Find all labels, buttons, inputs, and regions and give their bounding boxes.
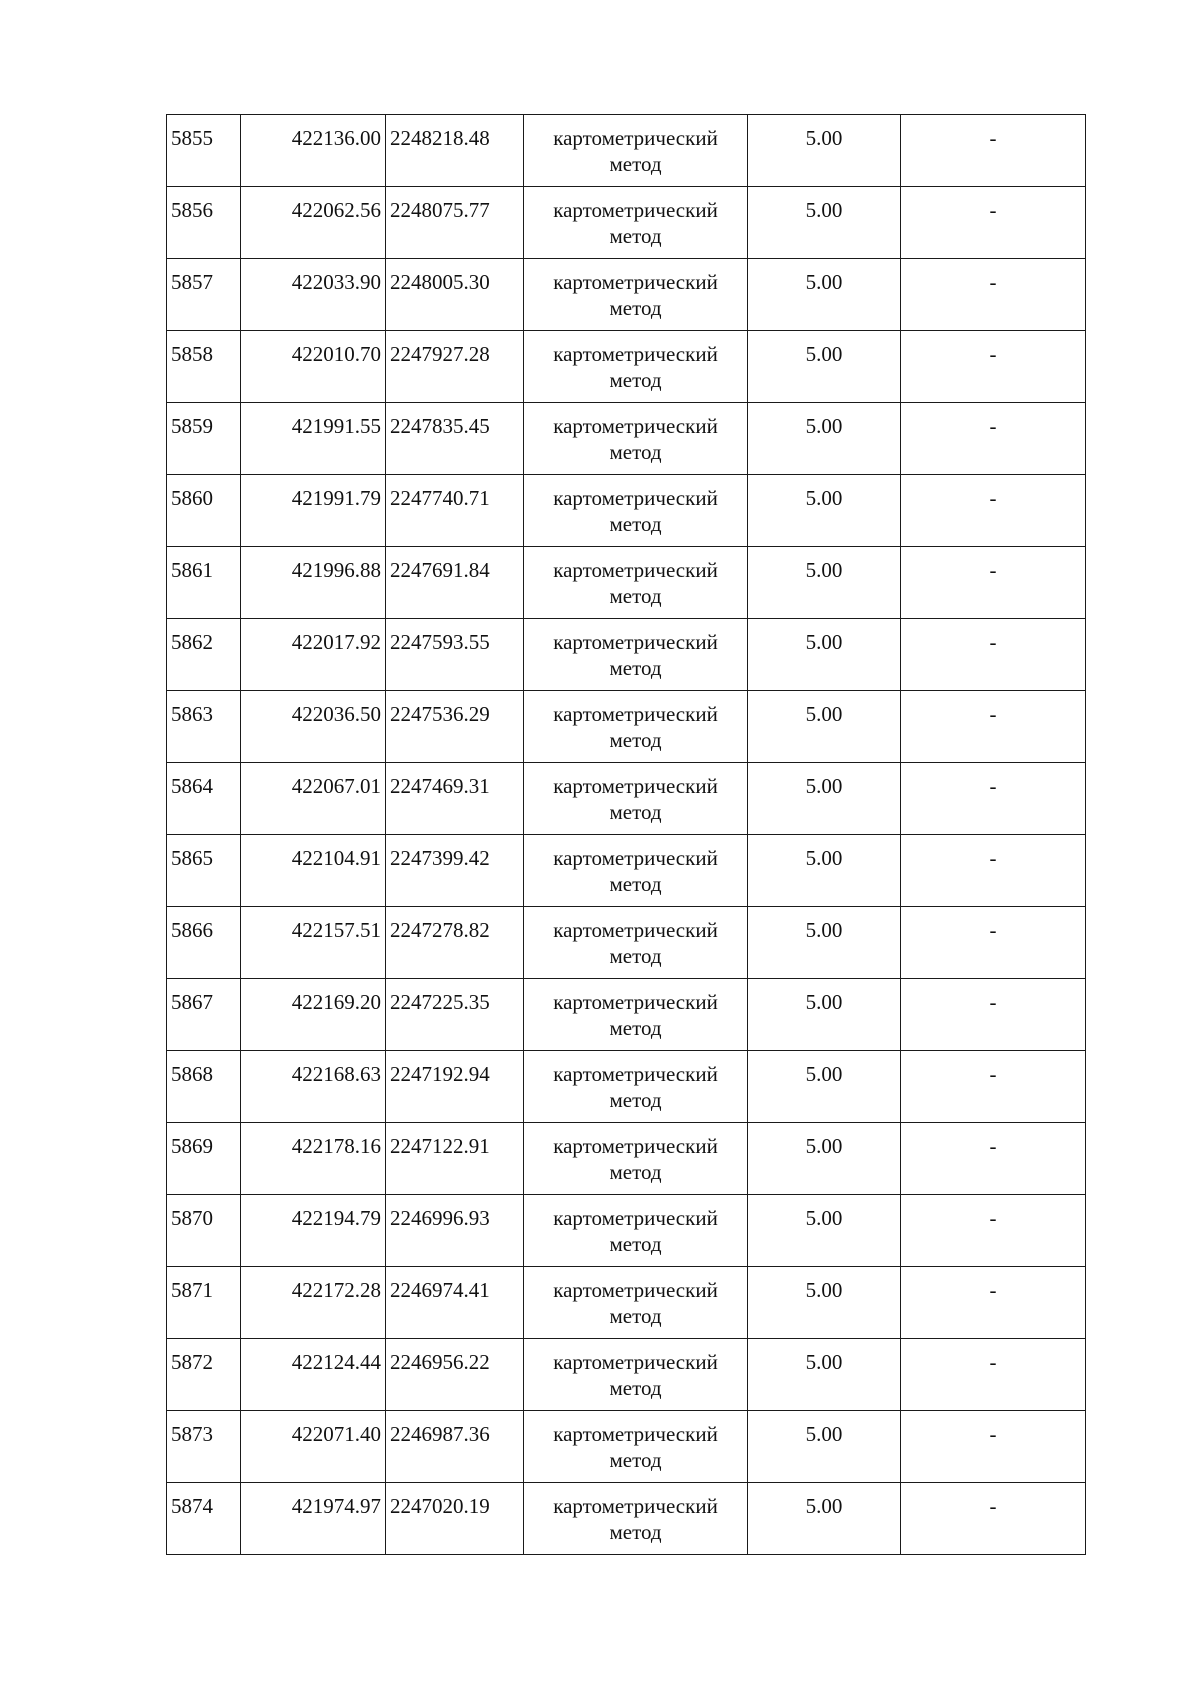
point-number-cell: 5871	[167, 1267, 241, 1339]
table-row	[167, 691, 1086, 763]
method-text-line2: метод	[609, 800, 662, 824]
x-coordinate-cell: 422104.91	[241, 835, 386, 907]
method-text-line1: картометрический	[553, 1422, 718, 1446]
table-row	[167, 1339, 1086, 1411]
accuracy-cell: 5.00	[748, 475, 901, 547]
accuracy-cell: 5.00	[748, 1123, 901, 1195]
accuracy-cell: 5.00	[748, 835, 901, 907]
method-cell	[524, 1411, 748, 1483]
x-coordinate-cell: 422172.28	[241, 1267, 386, 1339]
method-cell	[524, 1267, 748, 1339]
method-text-line2: метод	[609, 1304, 662, 1328]
x-coordinate-cell: 422071.40	[241, 1411, 386, 1483]
point-number-cell: 5869	[167, 1123, 241, 1195]
y-coordinate-cell: 2248075.77	[386, 187, 524, 259]
method-text-line2: метод	[609, 584, 662, 608]
accuracy-cell: 5.00	[748, 403, 901, 475]
description-cell: -	[901, 763, 1086, 835]
description-cell: -	[901, 547, 1086, 619]
method-cell	[524, 979, 748, 1051]
method-cell	[524, 259, 748, 331]
accuracy-cell: 5.00	[748, 907, 901, 979]
method-text-line1: картометрический	[553, 990, 718, 1014]
method-text-line1: картометрический	[553, 1062, 718, 1086]
method-text-line2: метод	[609, 296, 662, 320]
point-number-cell: 5872	[167, 1339, 241, 1411]
method-cell	[524, 331, 748, 403]
method-text-line1: картометрический	[553, 918, 718, 942]
table-row	[167, 907, 1086, 979]
method-text-line1: картометрический	[553, 342, 718, 366]
method-text-line1: картометрический	[553, 1350, 718, 1374]
y-coordinate-cell: 2248218.48	[386, 115, 524, 187]
coordinates-table	[166, 114, 1086, 1555]
description-cell: -	[901, 259, 1086, 331]
point-number-cell: 5857	[167, 259, 241, 331]
table-body	[167, 115, 1086, 1555]
method-cell	[524, 187, 748, 259]
accuracy-cell: 5.00	[748, 1195, 901, 1267]
method-text-line2: метод	[609, 152, 662, 176]
x-coordinate-cell: 422124.44	[241, 1339, 386, 1411]
method-cell	[524, 1051, 748, 1123]
description-cell: -	[901, 403, 1086, 475]
method-cell	[524, 1339, 748, 1411]
accuracy-cell: 5.00	[748, 1411, 901, 1483]
description-cell: -	[901, 1195, 1086, 1267]
point-number-cell: 5863	[167, 691, 241, 763]
y-coordinate-cell: 2247593.55	[386, 619, 524, 691]
y-coordinate-cell: 2247927.28	[386, 331, 524, 403]
point-number-cell: 5867	[167, 979, 241, 1051]
description-cell: -	[901, 115, 1086, 187]
method-text-line1: картометрический	[553, 1134, 718, 1158]
point-number-cell: 5874	[167, 1483, 241, 1555]
method-text-line1: картометрический	[553, 846, 718, 870]
point-number-cell: 5873	[167, 1411, 241, 1483]
method-cell	[524, 475, 748, 547]
description-cell: -	[901, 1123, 1086, 1195]
description-cell: -	[901, 1267, 1086, 1339]
method-text-line2: метод	[609, 728, 662, 752]
method-text-line2: метод	[609, 872, 662, 896]
method-cell	[524, 1483, 748, 1555]
accuracy-cell: 5.00	[748, 1051, 901, 1123]
accuracy-cell: 5.00	[748, 691, 901, 763]
accuracy-cell: 5.00	[748, 763, 901, 835]
table-row	[167, 115, 1086, 187]
description-cell: -	[901, 1483, 1086, 1555]
x-coordinate-cell: 422169.20	[241, 979, 386, 1051]
method-text-line2: метод	[609, 1232, 662, 1256]
method-cell	[524, 115, 748, 187]
method-text-line2: метод	[609, 224, 662, 248]
x-coordinate-cell: 422067.01	[241, 763, 386, 835]
x-coordinate-cell: 422157.51	[241, 907, 386, 979]
method-text-line2: метод	[609, 944, 662, 968]
method-text-line1: картометрический	[553, 486, 718, 510]
table-row	[167, 187, 1086, 259]
method-text-line1: картометрический	[553, 774, 718, 798]
table-row	[167, 403, 1086, 475]
description-cell: -	[901, 619, 1086, 691]
x-coordinate-cell: 422010.70	[241, 331, 386, 403]
accuracy-cell: 5.00	[748, 547, 901, 619]
method-text-line2: метод	[609, 1376, 662, 1400]
table-row	[167, 547, 1086, 619]
point-number-cell: 5864	[167, 763, 241, 835]
table-row	[167, 1411, 1086, 1483]
x-coordinate-cell: 422033.90	[241, 259, 386, 331]
accuracy-cell: 5.00	[748, 619, 901, 691]
x-coordinate-cell: 421991.55	[241, 403, 386, 475]
method-cell	[524, 1195, 748, 1267]
description-cell: -	[901, 907, 1086, 979]
y-coordinate-cell: 2247835.45	[386, 403, 524, 475]
y-coordinate-cell: 2247536.29	[386, 691, 524, 763]
accuracy-cell: 5.00	[748, 331, 901, 403]
point-number-cell: 5855	[167, 115, 241, 187]
table-row	[167, 1123, 1086, 1195]
point-number-cell: 5870	[167, 1195, 241, 1267]
x-coordinate-cell: 422062.56	[241, 187, 386, 259]
method-text-line1: картометрический	[553, 1278, 718, 1302]
y-coordinate-cell: 2247691.84	[386, 547, 524, 619]
point-number-cell: 5861	[167, 547, 241, 619]
accuracy-cell: 5.00	[748, 259, 901, 331]
table-row	[167, 979, 1086, 1051]
description-cell: -	[901, 835, 1086, 907]
method-text-line2: метод	[609, 656, 662, 680]
method-cell	[524, 763, 748, 835]
y-coordinate-cell: 2246987.36	[386, 1411, 524, 1483]
point-number-cell: 5862	[167, 619, 241, 691]
point-number-cell: 5866	[167, 907, 241, 979]
description-cell: -	[901, 475, 1086, 547]
method-text-line1: картометрический	[553, 414, 718, 438]
y-coordinate-cell: 2247122.91	[386, 1123, 524, 1195]
point-number-cell: 5865	[167, 835, 241, 907]
method-text-line2: метод	[609, 440, 662, 464]
table-row	[167, 1195, 1086, 1267]
x-coordinate-cell: 422194.79	[241, 1195, 386, 1267]
y-coordinate-cell: 2246956.22	[386, 1339, 524, 1411]
point-number-cell: 5868	[167, 1051, 241, 1123]
method-text-line1: картометрический	[553, 198, 718, 222]
x-coordinate-cell: 422136.00	[241, 115, 386, 187]
x-coordinate-cell: 421974.97	[241, 1483, 386, 1555]
method-text-line1: картометрический	[553, 1494, 718, 1518]
x-coordinate-cell: 422017.92	[241, 619, 386, 691]
description-cell: -	[901, 187, 1086, 259]
point-number-cell: 5856	[167, 187, 241, 259]
x-coordinate-cell: 422036.50	[241, 691, 386, 763]
method-text-line1: картометрический	[553, 630, 718, 654]
y-coordinate-cell: 2247469.31	[386, 763, 524, 835]
description-cell: -	[901, 1051, 1086, 1123]
method-cell	[524, 691, 748, 763]
method-text-line1: картометрический	[553, 558, 718, 582]
accuracy-cell: 5.00	[748, 979, 901, 1051]
y-coordinate-cell: 2246974.41	[386, 1267, 524, 1339]
point-number-cell: 5859	[167, 403, 241, 475]
method-text-line1: картометрический	[553, 126, 718, 150]
method-text-line2: метод	[609, 1520, 662, 1544]
table-row	[167, 1267, 1086, 1339]
y-coordinate-cell: 2248005.30	[386, 259, 524, 331]
y-coordinate-cell: 2247020.19	[386, 1483, 524, 1555]
y-coordinate-cell: 2247399.42	[386, 835, 524, 907]
description-cell: -	[901, 1339, 1086, 1411]
method-text-line1: картометрический	[553, 270, 718, 294]
table-row	[167, 331, 1086, 403]
method-cell	[524, 619, 748, 691]
description-cell: -	[901, 1411, 1086, 1483]
x-coordinate-cell: 422178.16	[241, 1123, 386, 1195]
x-coordinate-cell: 422168.63	[241, 1051, 386, 1123]
method-cell	[524, 1123, 748, 1195]
y-coordinate-cell: 2247278.82	[386, 907, 524, 979]
method-text-line2: метод	[609, 512, 662, 536]
x-coordinate-cell: 421996.88	[241, 547, 386, 619]
method-cell	[524, 907, 748, 979]
y-coordinate-cell: 2247225.35	[386, 979, 524, 1051]
point-number-cell: 5858	[167, 331, 241, 403]
method-text-line2: метод	[609, 1088, 662, 1112]
description-cell: -	[901, 979, 1086, 1051]
method-text-line2: метод	[609, 1448, 662, 1472]
table-row	[167, 619, 1086, 691]
table-row	[167, 475, 1086, 547]
y-coordinate-cell: 2247740.71	[386, 475, 524, 547]
accuracy-cell: 5.00	[748, 115, 901, 187]
y-coordinate-cell: 2247192.94	[386, 1051, 524, 1123]
method-text-line2: метод	[609, 368, 662, 392]
method-cell	[524, 835, 748, 907]
method-text-line2: метод	[609, 1160, 662, 1184]
accuracy-cell: 5.00	[748, 1483, 901, 1555]
point-number-cell: 5860	[167, 475, 241, 547]
method-text-line2: метод	[609, 1016, 662, 1040]
method-cell	[524, 547, 748, 619]
method-text-line1: картометрический	[553, 702, 718, 726]
x-coordinate-cell: 421991.79	[241, 475, 386, 547]
description-cell: -	[901, 691, 1086, 763]
y-coordinate-cell: 2246996.93	[386, 1195, 524, 1267]
table-row	[167, 1051, 1086, 1123]
table-row	[167, 835, 1086, 907]
table-row	[167, 259, 1086, 331]
accuracy-cell: 5.00	[748, 1267, 901, 1339]
method-cell	[524, 403, 748, 475]
table-row	[167, 1483, 1086, 1555]
accuracy-cell: 5.00	[748, 1339, 901, 1411]
table-row	[167, 763, 1086, 835]
description-cell: -	[901, 331, 1086, 403]
method-text-line1: картометрический	[553, 1206, 718, 1230]
accuracy-cell: 5.00	[748, 187, 901, 259]
